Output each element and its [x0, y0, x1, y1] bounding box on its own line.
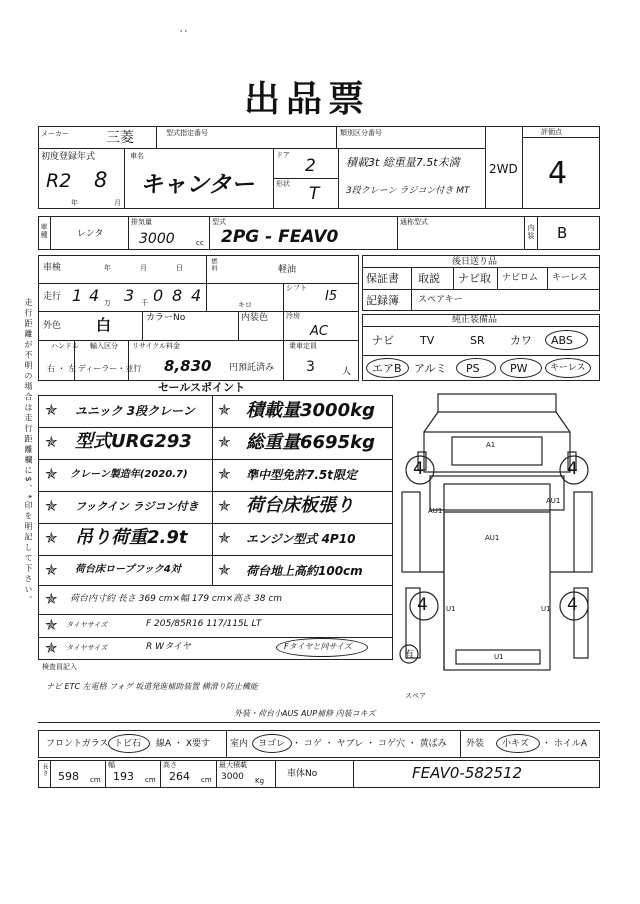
point-right-4: 荷台床板張り — [246, 495, 354, 516]
doors-label: ドア — [276, 151, 290, 159]
mileage-digit-4: 0 — [153, 286, 164, 305]
interior-value: B — [557, 224, 568, 242]
point-left-6: 荷台床ロープフック4対 — [75, 564, 181, 575]
recycle-label: リサイクル料金 — [132, 342, 181, 350]
aircon-value: AC — [310, 324, 328, 339]
tire-depth-rear-left: 4 — [417, 595, 428, 615]
length-label: 長さ — [41, 763, 48, 777]
maker-label: メーカー — [41, 130, 69, 138]
drive-value: 2WD — [489, 162, 518, 176]
star-icon: ✯ — [45, 433, 58, 451]
room-rest: ・ コゲ ・ ヤブレ ・ コゲ穴 ・ 黄ばみ — [292, 739, 447, 749]
era-value: R2 — [46, 170, 72, 192]
shape-value: T — [309, 184, 320, 204]
width-unit: cm — [145, 776, 156, 784]
star-icon: ✯ — [45, 639, 58, 657]
point-right-1: 積載量3000kg — [246, 400, 375, 421]
documents-title: 後日送り品 — [452, 257, 498, 267]
first-reg-label: 初度登録年式 — [41, 152, 96, 162]
mileage-digit-6: 4 — [191, 286, 202, 305]
use-label: 車種 — [40, 223, 48, 239]
maker-value: 三菱 — [106, 130, 134, 146]
load-value: 3000 — [221, 772, 244, 782]
equip-sr: SR — [470, 334, 485, 347]
damage-au1-left: AU1 — [428, 507, 443, 515]
star-icon: ✯ — [218, 561, 231, 579]
doc-warranty: 保証書 — [366, 272, 399, 285]
inspector-label: 検査員記入 — [42, 663, 77, 671]
equip-pw: PW — [510, 362, 528, 375]
height-label: 高さ — [163, 761, 177, 769]
shift-label: シフト — [286, 284, 307, 292]
point-left-2: 型式URG293 — [75, 431, 192, 452]
star-icon: ✯ — [45, 401, 58, 419]
capacity-label: 乗車定員 — [289, 342, 317, 350]
star-icon: ✯ — [45, 529, 58, 547]
equip-navi: ナビ — [372, 334, 394, 347]
doc-keyless: キーレス — [552, 273, 588, 283]
doc-manual: 取説 — [418, 272, 440, 285]
color-value: 白 — [96, 316, 112, 334]
doors-value: 2 — [305, 156, 316, 176]
shape-label: 形状 — [276, 180, 290, 188]
sales-points-title: セールスポイント — [158, 381, 246, 394]
star-icon: ✯ — [218, 433, 231, 451]
point-right-3: 準中型免許7.5t限定 — [246, 468, 357, 482]
use-value: レンタ — [77, 229, 104, 239]
spare-mark: 有 — [405, 650, 415, 660]
equip-alumi: アルミ — [414, 362, 447, 375]
width-value: 193 — [113, 770, 134, 783]
length-unit: cm — [90, 776, 101, 784]
equip-tv: TV — [420, 334, 435, 347]
km-unit: キロ — [238, 301, 252, 309]
damage-au1-center: AU1 — [485, 534, 500, 542]
room-marked: ヨゴレ — [258, 739, 286, 749]
tire-depth-front-left: 4 — [413, 459, 424, 479]
height-unit: cm — [201, 776, 212, 784]
unit-sen: 千 — [141, 299, 148, 307]
exterior-label: 外装 — [466, 739, 485, 749]
disp-label: 排気量 — [131, 218, 152, 226]
equip-ps: PS — [466, 362, 480, 375]
color-no-label: カラーNo — [146, 313, 186, 323]
damage-a1: A1 — [486, 441, 496, 449]
glass-marked: トビ石 — [114, 739, 142, 749]
cc-unit: cc — [196, 239, 204, 247]
height-value: 264 — [169, 770, 190, 783]
damage-u1-bottom: U1 — [494, 653, 504, 661]
recycle-note: 円預託済み — [229, 363, 275, 373]
inspection-month-unit: 月 — [140, 264, 147, 272]
mileage-digit-3: 3 — [124, 286, 135, 305]
record-value: スペアキー — [418, 295, 463, 305]
type-value: 2PG - FEAV0 — [221, 227, 339, 247]
eval-label: 評価点 — [541, 128, 562, 136]
top-mark: ' ' — [180, 29, 187, 38]
unit-man: 万 — [104, 299, 111, 307]
year-unit: 年 — [71, 199, 78, 207]
model-id-label: 型式指定番号 — [166, 129, 208, 137]
point-right-6: 荷台地上高約100cm — [246, 564, 363, 578]
exterior-rest: ・ ホイルA — [542, 739, 588, 749]
handle-label: ハンドル — [51, 342, 79, 350]
interior-label: 内装 — [527, 224, 535, 240]
star-icon: ✯ — [45, 590, 58, 608]
mileage-label: 走行 — [43, 292, 62, 302]
star-icon: ✯ — [45, 561, 58, 579]
inspection-label: 車検 — [43, 263, 62, 273]
room-label: 室内 — [230, 739, 249, 749]
point-left-4: フックイン ラジコン付き — [75, 500, 199, 513]
length-value: 598 — [58, 770, 79, 783]
point-left-1: ユニック 3段クレーン — [75, 404, 195, 418]
point-right-5: エンジン型式 4P10 — [246, 532, 356, 546]
inspection-day-unit: 日 — [176, 264, 183, 272]
equipment-title: 純正装備品 — [452, 315, 498, 325]
equip-keyless: キーレス — [550, 363, 586, 373]
class-label: 類別区分番号 — [340, 129, 382, 137]
vin-value: FEAV0-582512 — [412, 764, 523, 782]
fuel-value: 軽油 — [278, 265, 297, 275]
handle-value: 右 ・ 左 — [47, 364, 77, 373]
equip-leather: カワ — [510, 334, 532, 347]
person-unit: 人 — [342, 367, 352, 377]
vin-label: 車体No — [287, 769, 318, 779]
equip-airbag: エアB — [372, 362, 402, 375]
mileage-digit-1: 1 — [72, 286, 83, 305]
inspector-line-1: ナビ ETC 左電格 フォグ 坂道発進補助装置 横滑り防止機能 — [46, 682, 258, 691]
truck-damage-diagram — [396, 392, 600, 692]
tire-rear-value: R Wタイヤ — [146, 642, 191, 652]
glass-label: フロントガラス — [46, 739, 109, 749]
doc-navi-manual: ナビ取 — [458, 272, 491, 285]
mileage-notice: 走行距離が不明の場合は走行距離欄に$、*印を明記して下さい。 — [24, 298, 33, 607]
import-label: 輸入区分 — [90, 342, 118, 350]
star-icon: ✯ — [45, 616, 58, 634]
tire-note: Fタイヤと同サイズ — [284, 642, 352, 651]
point-left-3: クレーン製造年(2020.7) — [70, 469, 188, 480]
aircon-label: 冷房 — [286, 312, 300, 320]
star-icon: ✯ — [218, 529, 231, 547]
car-name-value: キャンター — [140, 172, 255, 198]
page-title: 出品票 — [244, 79, 371, 120]
mileage-digit-2: 4 — [89, 286, 100, 305]
spare-label: スペア — [405, 692, 426, 700]
tire-depth-front-right: 4 — [567, 459, 578, 479]
fuel-label: 燃料 — [210, 258, 217, 272]
car-name-label: 車名 — [130, 152, 144, 160]
disp-value: 3000 — [139, 231, 175, 247]
cargo-dimensions: 荷台内寸約 長さ 369 cm×幅 179 cm×高さ 38 cm — [70, 594, 283, 604]
star-icon: ✯ — [218, 401, 231, 419]
point-left-5: 吊り荷重2.9t — [75, 527, 188, 548]
tire-depth-rear-right: 4 — [567, 595, 578, 615]
month-unit: 月 — [114, 199, 121, 207]
type-label: 型式 — [212, 218, 226, 226]
tire-front-value: F 205/85R16 117/115L LT — [146, 619, 262, 629]
spec-line-2: 3段クレーン ラジコン付き MT — [346, 186, 470, 196]
damage-u1-left: U1 — [446, 605, 456, 613]
interior-color-label: 内装色 — [241, 313, 269, 323]
year-value: 8 — [94, 168, 108, 192]
equip-abs: ABS — [551, 334, 573, 347]
shift-value: I5 — [325, 289, 338, 304]
record-label: 記録簿 — [366, 294, 399, 307]
point-right-2: 総重量6695kg — [246, 432, 375, 453]
mileage-digit-5: 8 — [172, 286, 183, 305]
color-label: 外色 — [43, 321, 62, 331]
damage-au1-right: AU1 — [546, 497, 561, 505]
glass-rest: 線A ・ X要す — [156, 739, 211, 749]
capacity-value: 3 — [306, 359, 315, 375]
import-value: ディーラー・並行 — [78, 364, 142, 373]
star-icon: ✯ — [218, 465, 231, 483]
common-type-label: 通称型式 — [400, 218, 428, 226]
load-unit: Kg — [255, 777, 265, 785]
tire-front-label: タイヤサイズ — [66, 621, 108, 629]
doc-navi-rom: ナビロム — [502, 273, 539, 283]
width-label: 幅 — [108, 761, 115, 769]
exterior-marked: 小キズ — [502, 739, 529, 749]
inspection-year-unit: 年 — [104, 264, 111, 272]
damage-u1-right: U1 — [541, 605, 551, 613]
star-icon: ✯ — [45, 497, 58, 515]
star-icon: ✯ — [45, 465, 58, 483]
star-icon: ✯ — [218, 497, 231, 515]
score-value: 4 — [548, 156, 568, 191]
load-label: 最大積載 — [219, 761, 247, 769]
spec-line-1: 積載3t 総重量7.5t未満 — [346, 156, 460, 169]
recycle-value: 8,830 — [164, 357, 212, 375]
tire-rear-label: タイヤサイズ — [66, 644, 108, 652]
inspector-line-2: 外装・荷台小AUS AUP補修 内装コキズ — [234, 709, 376, 718]
